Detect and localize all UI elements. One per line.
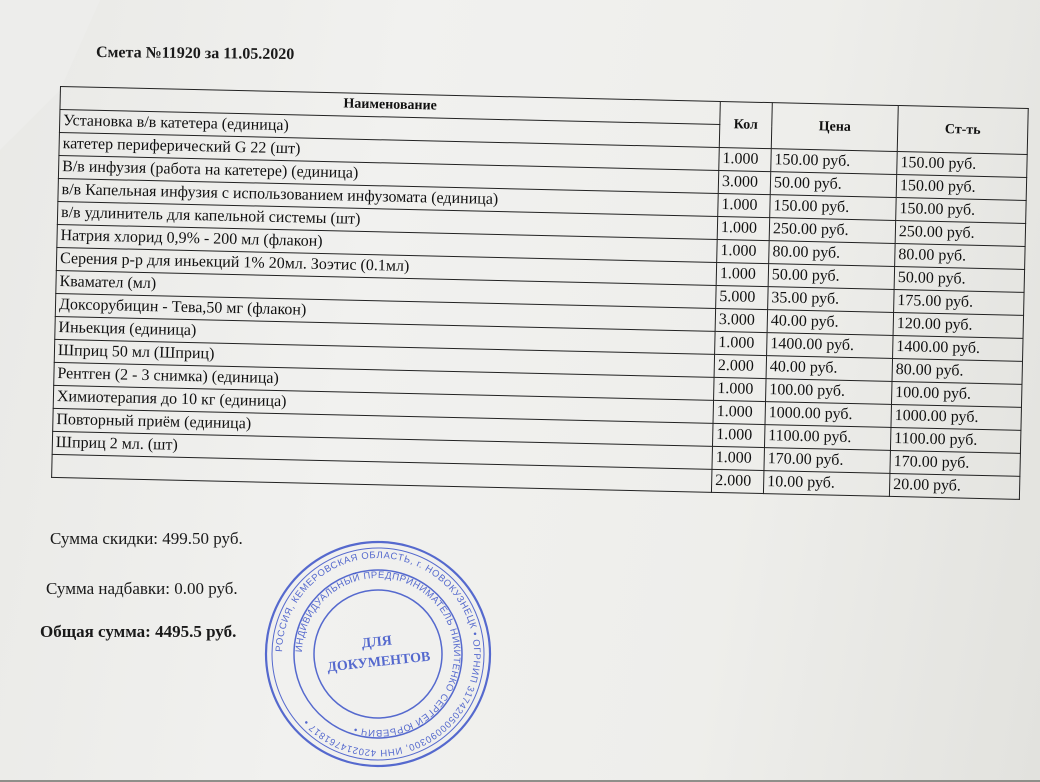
row-sum: 150.00 руб.	[897, 152, 1027, 178]
row-sum: 1100.00 руб.	[890, 427, 1020, 453]
row-qty: 1.000	[716, 262, 769, 286]
row-qty: 1.000	[717, 239, 770, 263]
header-price: Цена	[771, 103, 898, 152]
row-qty: 5.000	[716, 285, 769, 309]
row-qty: 1.000	[719, 147, 772, 171]
row-name: Повторный приём (единица)	[53, 408, 713, 446]
row-name: Химиотерапия до 10 кг (единица)	[53, 385, 713, 423]
row-sum: 150.00 руб.	[896, 175, 1026, 201]
row-sum: 250.00 руб.	[895, 220, 1025, 246]
row-name: Серения р-р для иньекций 1% 20мл. Зоэтис (0.1мл)	[56, 247, 716, 285]
header-sum: Ст-ть	[897, 106, 1028, 155]
header-qty: Кол	[719, 101, 772, 148]
row-name: Натрия хлорид 0,9% - 200 мл (флакон)	[57, 224, 717, 262]
row-qty: 3.000	[715, 308, 768, 332]
row-price: 80.00 руб.	[769, 241, 895, 267]
stamp-outer-text: РОССИЯ, КЕМЕРОВСКАЯ ОБЛАСТЬ, г. НОВОКУЗНЕЦК • ОГРНИП 317420500090300, ИНН 420214761817 •	[273, 549, 483, 759]
row-price: 250.00 руб.	[769, 218, 895, 244]
row-sum: 170.00 руб.	[890, 450, 1020, 476]
row-name: в/в Капельная инфузия с использованием инфузомата (единица)	[58, 178, 718, 216]
row-name: В/в инфузия (работа на катетере) (единица)	[58, 155, 718, 193]
estimate-table	[51, 86, 1029, 500]
row-price: 1100.00 руб.	[764, 425, 890, 451]
row-name: Установка в/в катетера (единица)	[59, 110, 719, 148]
row-qty: 1.000	[712, 423, 765, 447]
row-name: Квамател (мл)	[56, 270, 716, 308]
company-stamp	[251, 527, 506, 782]
row-sum: 20.00 руб.	[889, 473, 1019, 499]
estimate-table-wrapper	[51, 86, 1028, 500]
row-price: 1000.00 руб.	[765, 402, 891, 428]
row-name: Шприц 50 мл (Шприц)	[54, 339, 714, 377]
row-sum: 80.00 руб.	[892, 358, 1022, 384]
row-qty: 1.000	[717, 216, 770, 240]
row-price: 40.00 руб.	[767, 310, 893, 336]
row-price: 150.00 руб.	[771, 149, 897, 175]
row-qty: 1.000	[715, 331, 768, 355]
stamp-center-line2: ДОКУМЕНТОВ	[326, 649, 432, 676]
row-qty: 2.000	[714, 354, 767, 378]
row-qty: 1.000	[713, 400, 766, 424]
surcharge-sum: Сумма надбавки: 0.00 руб.	[46, 579, 238, 598]
row-qty: 2.000	[711, 469, 764, 493]
stamp-inner-text: ИНДИВИДУАЛЬНЫЙ ПРЕДПРИНИМАТЕЛЬ НИКИТЕНКО СЕРГЕЙ ЮРЬЕВИЧ •	[293, 569, 463, 739]
stamp-seal-icon	[251, 527, 506, 782]
row-name: Доксорубицин - Тева,50 мг (флакон)	[55, 293, 715, 331]
row-sum: 50.00 руб.	[894, 266, 1024, 292]
row-price: 10.00 руб.	[763, 471, 889, 497]
estimate-title: Смета №11920 за 11.05.2020	[95, 43, 295, 64]
row-price: 40.00 руб.	[766, 356, 892, 382]
row-qty: 1.000	[712, 446, 765, 470]
row-price: 100.00 руб.	[766, 379, 892, 405]
discount-sum: Сумма скидки: 499.50 руб.	[50, 529, 243, 548]
row-sum: 80.00 руб.	[895, 243, 1025, 269]
row-qty: 3.000	[718, 170, 771, 194]
row-name: в/в удлинитель для капельной системы (шт)	[57, 201, 717, 239]
row-price: 170.00 руб.	[764, 448, 890, 474]
row-sum: 100.00 руб.	[891, 381, 1021, 407]
row-name: Рентген (2 - 3 снимка) (единица)	[54, 362, 714, 400]
row-sum: 120.00 руб.	[893, 312, 1023, 338]
row-sum: 1000.00 руб.	[891, 404, 1021, 430]
row-sum: 175.00 руб.	[894, 289, 1024, 315]
total-sum: Общая сумма: 4495.5 руб.	[40, 622, 237, 641]
row-sum: 1400.00 руб.	[893, 335, 1023, 361]
row-name: Иньекция (единица)	[55, 316, 715, 354]
row-price: 50.00 руб.	[770, 172, 896, 198]
row-price: 1400.00 руб.	[767, 333, 893, 359]
row-price: 35.00 руб.	[768, 287, 894, 313]
row-price: 150.00 руб.	[770, 195, 896, 221]
header-name: Наименование	[60, 87, 720, 125]
row-price: 50.00 руб.	[768, 264, 894, 290]
row-qty: 1.000	[714, 377, 767, 401]
stamp-center-line1: ДЛЯ	[361, 633, 393, 652]
row-name: Шприц 2 мл. (шт)	[52, 431, 712, 469]
row-name: катетер периферический G 22 (шт)	[59, 132, 719, 170]
row-qty: 1.000	[718, 193, 771, 217]
row-sum: 150.00 руб.	[896, 197, 1026, 223]
